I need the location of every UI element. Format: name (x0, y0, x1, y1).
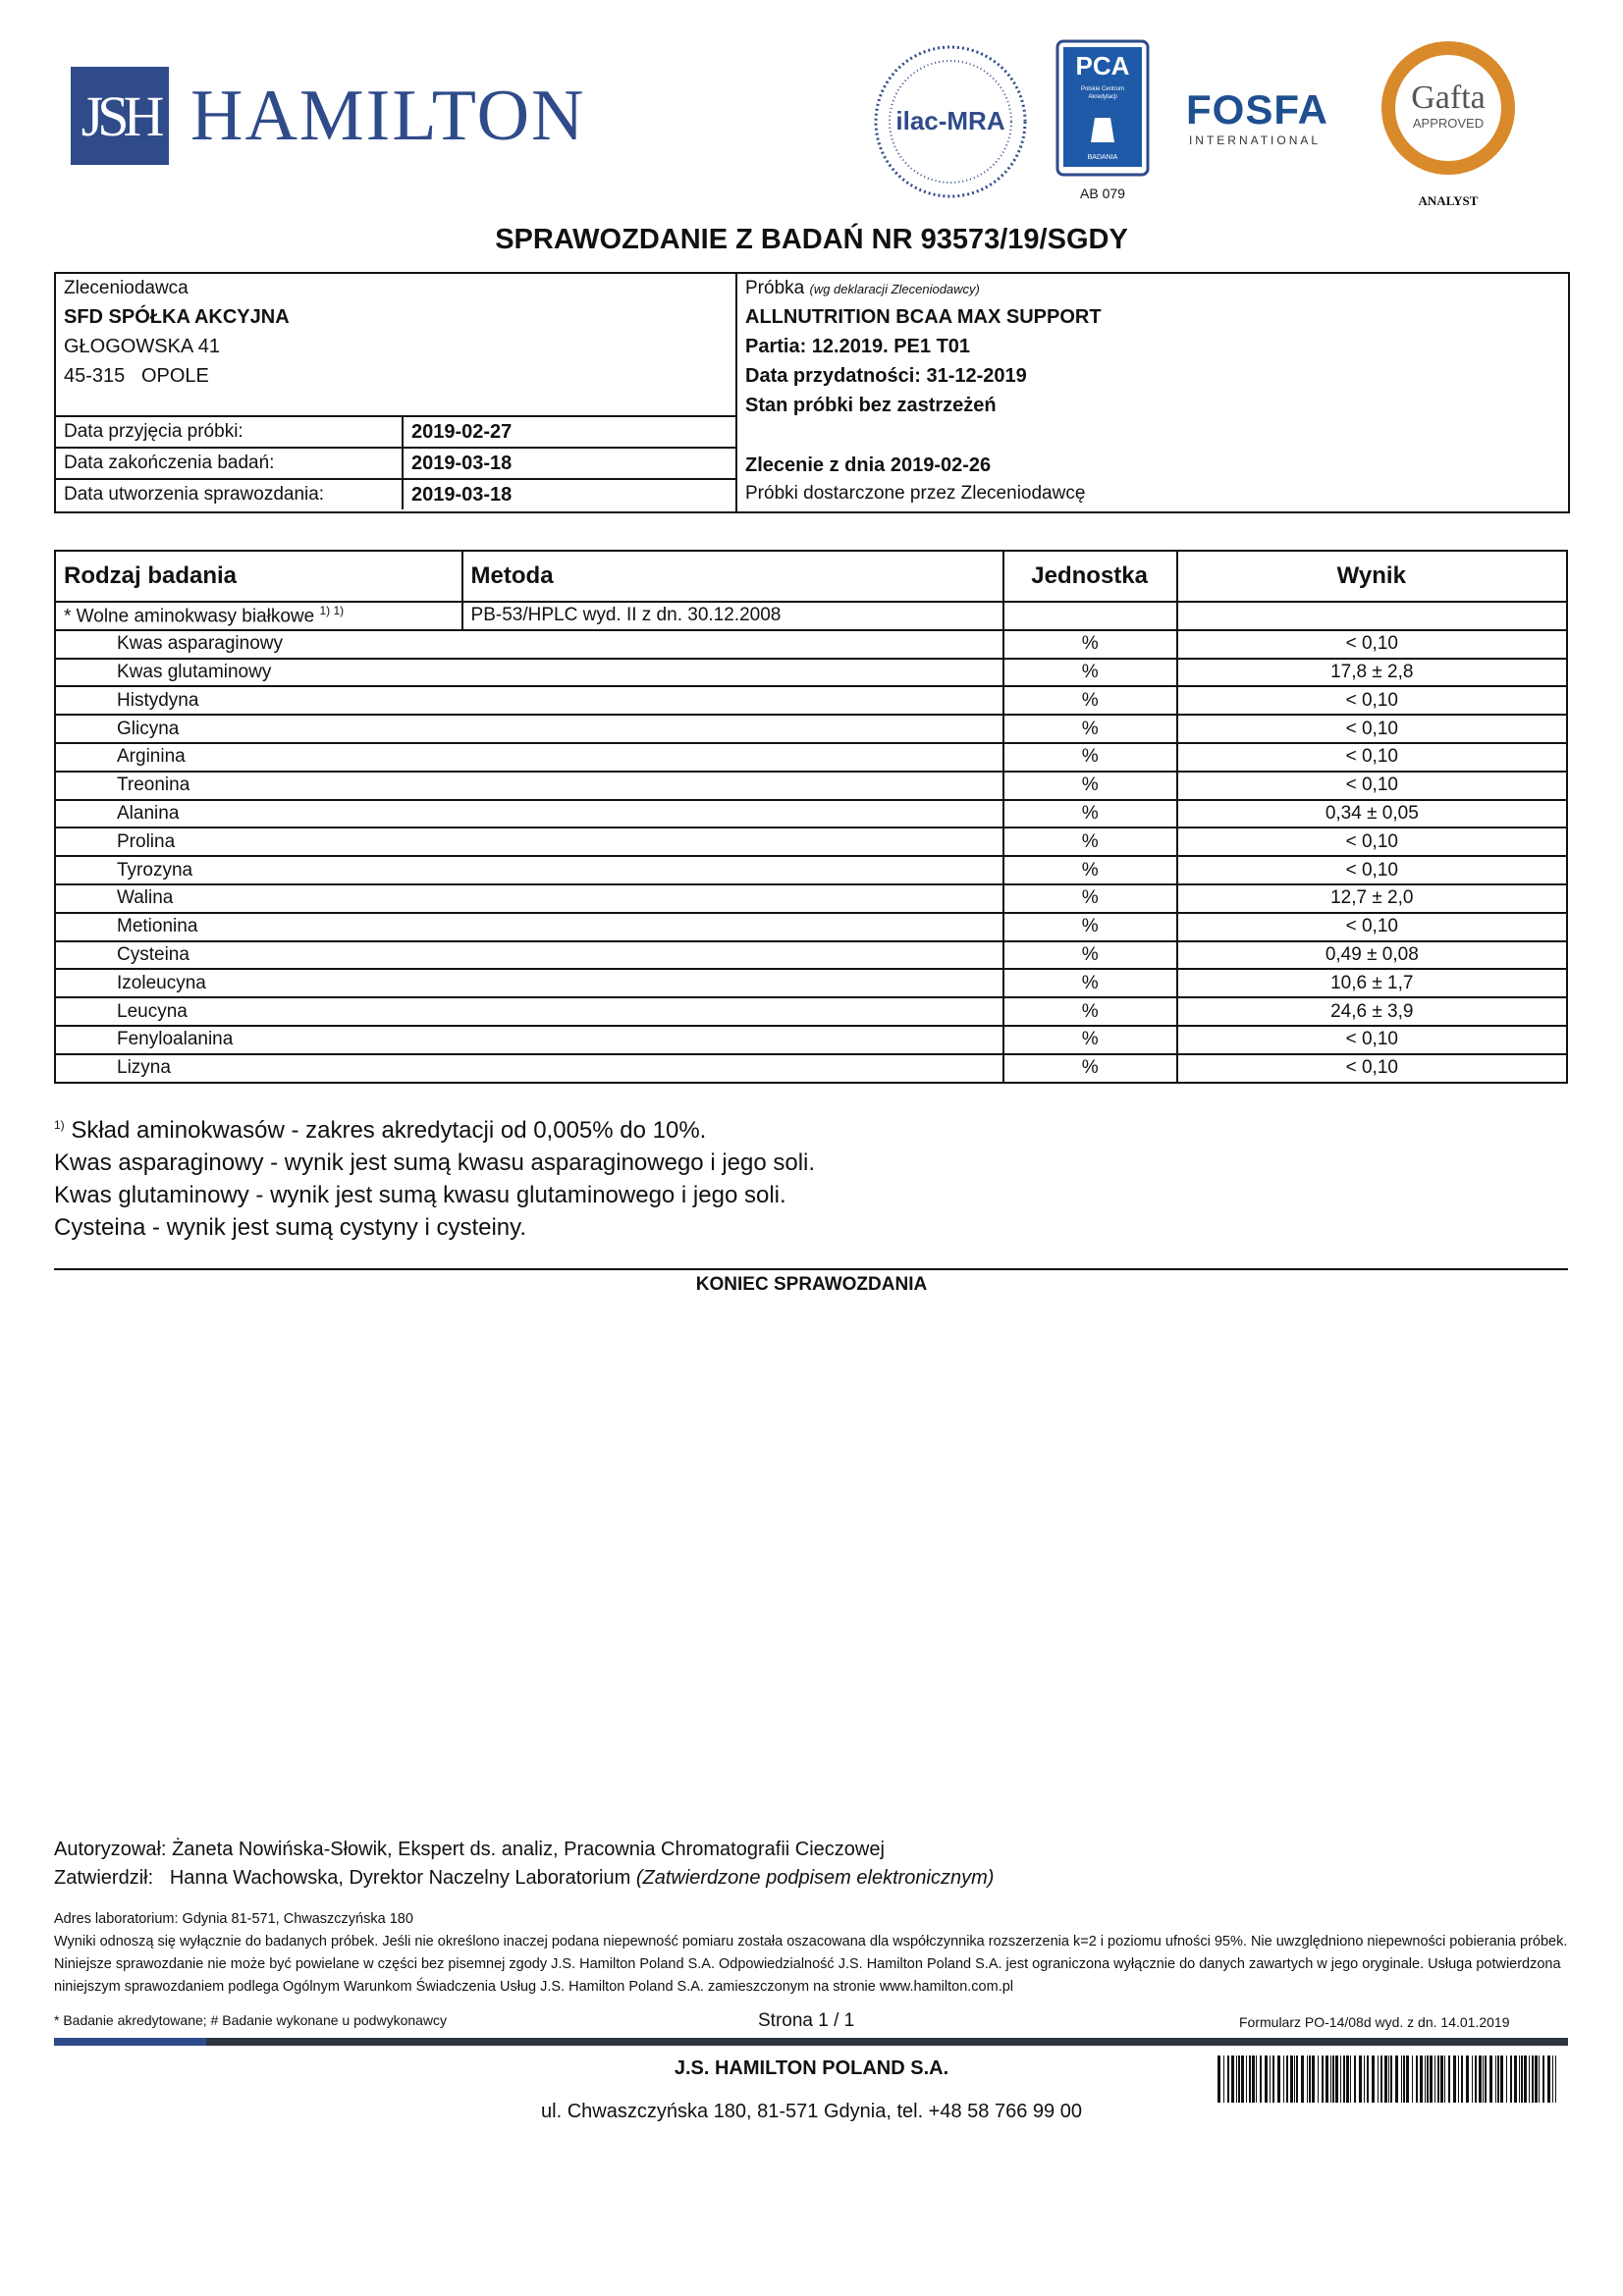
fosfa-name: FOSFA (1186, 86, 1329, 133)
sample-condition: Stan próbki bez zastrzeżeń (745, 395, 997, 416)
footnote-1-text: Skład aminokwasów - zakres akredytacji od 0,005% do 10%. (71, 1117, 707, 1144)
date-label: Data utworzenia sprawozdania: (56, 479, 403, 509)
analyte-result: < 0,10 (1177, 772, 1567, 800)
end-of-report: KONIEC SPRAWOZDANIA (695, 1274, 928, 1295)
analyte-unit: % (1003, 686, 1177, 715)
divider (54, 1268, 1568, 1270)
analyte-name: Leucyna (55, 997, 462, 1026)
footnotes (54, 1109, 815, 1244)
analyte-name: Glicyna (55, 715, 462, 743)
footer-address: ul. Chwaszczyńska 180, 81-571 Gdynia, tel. +48 58 766 99 00 (541, 2101, 1082, 2122)
date-value: 2019-03-18 (403, 448, 735, 479)
results-table (54, 550, 1568, 1084)
analyte-name: Kwas glutaminowy (55, 659, 462, 687)
analyte-method (462, 913, 1003, 941)
analyte-result: 24,6 ± 3,9 (1177, 997, 1567, 1026)
page-number: Strona 1 / 1 (758, 2010, 855, 2031)
authorized-line (54, 1836, 994, 1864)
analyte-name: Izoleucyna (55, 969, 462, 997)
analyte-method (462, 997, 1003, 1026)
result-row (55, 743, 1567, 772)
header-method: Metoda (462, 551, 1003, 602)
approved-note: (Zatwierdzone podpisem elektronicznym) (635, 1867, 995, 1889)
analyte-method (462, 659, 1003, 687)
pca-sub2: Akredytacji (1088, 94, 1117, 100)
analyte-name: Tyrozyna (55, 856, 462, 884)
result-row (55, 941, 1567, 970)
analyte-unit: % (1003, 715, 1177, 743)
sample-expiry: Data przydatności: 31-12-2019 (745, 365, 1027, 387)
footer-bar-accent (54, 2038, 206, 2046)
footnote-marker: 1) (54, 1118, 65, 1132)
result-row (55, 969, 1567, 997)
date-row (56, 448, 735, 479)
result-row (55, 659, 1567, 687)
signatures (54, 1836, 994, 1893)
sample-batch: Partia: 12.2019. PE1 T01 (745, 336, 971, 357)
client-label: Zleceniodawca (64, 278, 189, 298)
footnote-2: Kwas asparaginowy - wynik jest sumą kwasu asparaginowego i jego soli. (54, 1149, 816, 1176)
header-test-type: Rodzaj badania (55, 551, 462, 602)
header-result: Wynik (1177, 551, 1567, 602)
analyte-unit: % (1003, 969, 1177, 997)
analyte-unit: % (1003, 941, 1177, 970)
pca-badge (1055, 39, 1150, 177)
ilac-text: ilac-MRA (895, 106, 1005, 135)
analyte-unit: % (1003, 800, 1177, 828)
analyte-result: < 0,10 (1177, 828, 1567, 856)
gafta-role: ANALYST (1418, 193, 1479, 208)
gafta-sub: APPROVED (1412, 116, 1485, 131)
brand-monogram: JSH (71, 67, 169, 165)
footnote-3: Kwas glutaminowy - wynik jest sumą kwasu glutaminowego i jego soli. (54, 1182, 786, 1208)
group-method: PB-53/HPLC wyd. II z dn. 30.12.2008 (462, 602, 1003, 630)
group-unit (1003, 602, 1177, 630)
analyte-result: 10,6 ± 1,7 (1177, 969, 1567, 997)
footer-bar (206, 2038, 1568, 2046)
header-unit: Jednostka (1003, 551, 1177, 602)
analyte-method (462, 743, 1003, 772)
analyte-result: < 0,10 (1177, 1054, 1567, 1083)
info-box (54, 272, 1570, 513)
sample-order: Zlecenie z dnia 2019-02-26 (745, 454, 992, 476)
analyte-name: Treonina (55, 772, 462, 800)
ilac-mra-logo (872, 43, 1029, 200)
analyte-unit: % (1003, 856, 1177, 884)
footnote-1 (54, 1109, 815, 1147)
gafta-name: Gafta (1411, 80, 1486, 116)
sample-label (745, 278, 980, 299)
fine-print (54, 1908, 1571, 1999)
result-row (55, 828, 1567, 856)
legend: * Badanie akredytowane; # Badanie wykonane u podwykonawcy (54, 2012, 448, 2028)
client-section (56, 274, 737, 511)
analyte-result: 12,7 ± 2,0 (1177, 884, 1567, 913)
results-header-row (55, 551, 1567, 602)
analyte-method (462, 772, 1003, 800)
analyte-name: Alanina (55, 800, 462, 828)
pca-sub3: BADANIA (1087, 154, 1118, 161)
result-row (55, 997, 1567, 1026)
footer-company: J.S. HAMILTON POLAND S.A. (674, 2057, 949, 2079)
analyte-result: 17,8 ± 2,8 (1177, 659, 1567, 687)
approved-line (54, 1864, 994, 1893)
analyte-unit: % (1003, 630, 1177, 659)
result-row (55, 884, 1567, 913)
analyte-result: < 0,10 (1177, 686, 1567, 715)
group-name (55, 602, 462, 630)
analyte-unit: % (1003, 884, 1177, 913)
barcode (1217, 2056, 1556, 2103)
analyte-name: Cysteina (55, 941, 462, 970)
analyte-name: Kwas asparaginowy (55, 630, 462, 659)
pca-sub1: Polskie Centrum (1080, 86, 1125, 92)
analyte-method (462, 1026, 1003, 1054)
analyte-result: 0,34 ± 0,05 (1177, 800, 1567, 828)
date-value: 2019-03-18 (403, 479, 735, 509)
analyte-method (462, 630, 1003, 659)
pca-code: AB 079 (1080, 186, 1125, 201)
footnote-4: Cysteina - wynik jest sumą cystyny i cysteiny. (54, 1214, 527, 1241)
result-row (55, 1026, 1567, 1054)
analyte-unit: % (1003, 1026, 1177, 1054)
brand-name: HAMILTON (190, 75, 586, 156)
result-row (55, 800, 1567, 828)
analyte-method (462, 941, 1003, 970)
sample-label-text: Próbka (745, 278, 805, 298)
result-row (55, 772, 1567, 800)
analyte-name: Prolina (55, 828, 462, 856)
analyte-name: Lizyna (55, 1054, 462, 1083)
result-row (55, 715, 1567, 743)
analyte-name: Fenyloalanina (55, 1026, 462, 1054)
group-name-text: * Wolne aminokwasy białkowe (64, 606, 315, 627)
analyte-method (462, 969, 1003, 997)
analyte-unit: % (1003, 743, 1177, 772)
date-row (56, 479, 735, 509)
analyte-method (462, 828, 1003, 856)
result-row (55, 856, 1567, 884)
fosfa-sub: INTERNATIONAL (1188, 133, 1322, 147)
analyte-unit: % (1003, 828, 1177, 856)
result-row (55, 686, 1567, 715)
approved-label: Zatwierdził: (54, 1867, 154, 1889)
gafta-seal (1375, 37, 1522, 185)
analyte-method (462, 800, 1003, 828)
analyte-result: < 0,10 (1177, 913, 1567, 941)
analyte-unit: % (1003, 997, 1177, 1026)
analyte-method (462, 856, 1003, 884)
client-name: SFD SPÓŁKA AKCYJNA (64, 306, 290, 328)
approved-name: Hanna Wachowska, Dyrektor Naczelny Laboratorium (169, 1867, 631, 1889)
dates-table (56, 415, 735, 509)
sample-section (737, 274, 1568, 511)
analyte-unit: % (1003, 913, 1177, 941)
analyte-name: Metionina (55, 913, 462, 941)
date-label: Data przyjęcia próbki: (56, 416, 403, 448)
client-street: GŁOGOWSKA 41 (64, 336, 220, 357)
group-row (55, 602, 1567, 630)
analyte-method (462, 884, 1003, 913)
date-label: Data zakończenia badań: (56, 448, 403, 479)
analyte-result: < 0,10 (1177, 630, 1567, 659)
sample-product: ALLNUTRITION BCAA MAX SUPPORT (745, 306, 1102, 328)
analyte-name: Walina (55, 884, 462, 913)
analyte-name: Arginina (55, 743, 462, 772)
analyte-result: < 0,10 (1177, 715, 1567, 743)
sample-delivery: Próbki dostarczone przez Zleceniodawcę (745, 483, 1086, 504)
analyte-result: 0,49 ± 0,08 (1177, 941, 1567, 970)
sample-label-note: (wg deklaracji Zleceniodawcy) (809, 282, 980, 296)
pca-logo (1055, 39, 1150, 202)
analyte-result: < 0,10 (1177, 1026, 1567, 1054)
analyte-result: < 0,10 (1177, 743, 1567, 772)
authorized-name: Żaneta Nowińska-Słowik, Ekspert ds. analiz, Pracownia Chromatografii Cieczowej (172, 1839, 885, 1860)
disclaimer: Wyniki odnoszą się wyłącznie do badanych próbek. Jeśli nie określono inaczej podana niepewność pomiaru została oszacowana dla współczynnika rozszerzenia k=2 i poziomu ufności 95%. Nie uwzględniono niepewności pobierania próbek. Niniejsze sprawozdanie nie może być powielane w części bez pisemnej zgody J.S. Hamilton Poland S.A. Odpowiedzialność J.S. Hamilton Poland S.A. jest ograniczona wyłącznie do danych zawartych w jego oryginale. Usługa potwierdzona niniejszym sprawozdaniem podlega Ogólnym Warunkom Świadczenia Usług J.S. Hamilton Poland S.A. zamieszczonym na stronie www.hamilton.com.pl (54, 1934, 1568, 1995)
form-id: Formularz PO-14/08d wyd. z dn. 14.01.2019 (1239, 2014, 1510, 2030)
pca-title: PCA (1075, 51, 1130, 80)
analyte-unit: % (1003, 1054, 1177, 1083)
report-title: SPRAWOZDANIE Z BADAŃ NR 93573/19/SGDY (495, 224, 1128, 255)
analyte-result: < 0,10 (1177, 856, 1567, 884)
result-row (55, 913, 1567, 941)
analyte-unit: % (1003, 659, 1177, 687)
date-row (56, 416, 735, 448)
group-footnote: 1) 1) (319, 604, 345, 618)
analyte-method (462, 715, 1003, 743)
analyte-method (462, 686, 1003, 715)
gafta-logo (1375, 37, 1522, 208)
date-value: 2019-02-27 (403, 416, 735, 448)
company-logo (71, 67, 585, 165)
analyte-name: Histydyna (55, 686, 462, 715)
analyte-method (462, 1054, 1003, 1083)
result-row (55, 1054, 1567, 1083)
result-row (55, 630, 1567, 659)
analyte-unit: % (1003, 772, 1177, 800)
group-result (1177, 602, 1567, 630)
lab-address: Adres laboratorium: Gdynia 81-571, Chwaszczyńska 180 (54, 1911, 413, 1927)
authorized-label: Autoryzował: (54, 1839, 167, 1860)
fosfa-logo (1186, 86, 1329, 155)
client-city: 45-315 OPOLE (64, 365, 209, 387)
